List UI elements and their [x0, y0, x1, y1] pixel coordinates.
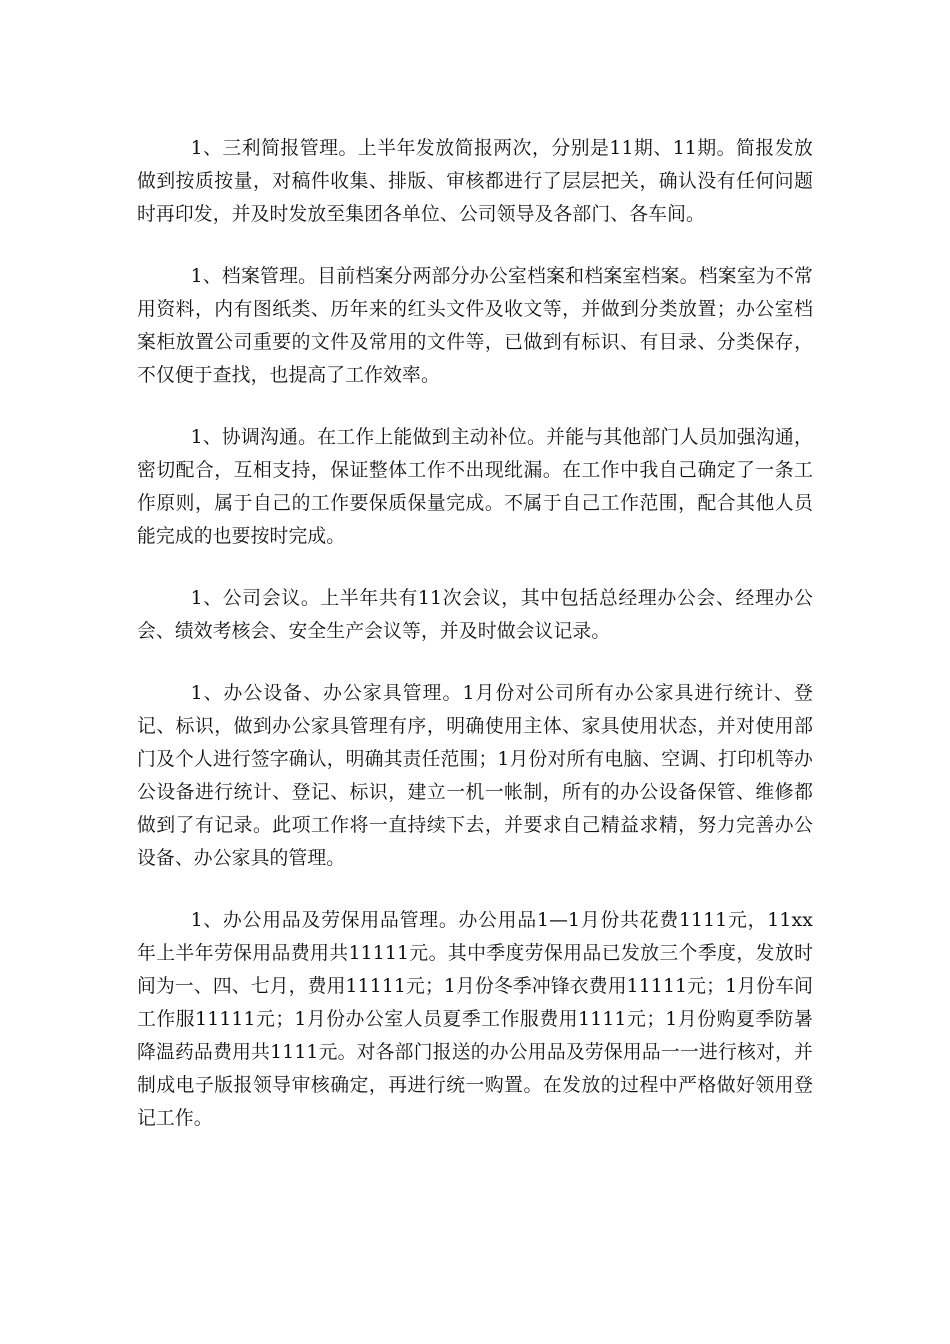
paragraph-office-equipment: 1、办公设备、办公家具管理。1月份对公司所有办公家具进行统计、登记、标识，做到办公家具管理有序，明确使用主体、家具使用状态，并对使用部门及个人进行签字确认，明确其责任范围；1月份对所有电脑、空调、打印机等办公设备进行统计、登记、标识，建立一机一帐制，所有的办公设备保管、维修都做到了有记录。此项工作将一直持续下去，并要求自己精益求精，努力完善办公设备、办公家具的管理。 [137, 683, 813, 869]
paragraph-coordination: 1、协调沟通。在工作上能做到主动补位。并能与其他部门人员加强沟通，密切配合，互相支持，保证整体工作不出现纰漏。在工作中我自己确定了一条工作原则，属于自己的工作要保质保量完成。不属于自己工作范围，配合其他人员能完成的也要按时完成。 [137, 427, 813, 547]
paragraph-archive-management: 1、档案管理。目前档案分两部分办公室档案和档案室档案。档案室为不常用资料，内有图纸类、历年来的红头文件及收文等，并做到分类放置；办公室档案柜放置公司重要的文件及常用的文件等，已做到有标识、有目录、分类保存，不仅便于查找，也提高了工作效率。 [137, 266, 813, 386]
document-body [137, 132, 813, 1164]
paragraph-company-meetings: 1、公司会议。上半年共有11次会议，其中包括总经理办公会、经理办公会、绩效考核会、安全生产会议等，并及时做会议记录。 [137, 588, 813, 642]
paragraph-bulletin-management: 1、三利简报管理。上半年发放简报两次，分别是11期、11期。简报发放做到按质按量，对稿件收集、排版、审核都进行了层层把关，确认没有任何问题时再印发，并及时发放至集团各单位、公司领导及各部门、各车间。 [137, 138, 813, 225]
paragraph-office-supplies: 1、办公用品及劳保用品管理。办公用品1—1月份共花费1111元，11xx年上半年劳保用品费用共11111元。其中季度劳保用品已发放三个季度，发放时间为一、四、七月，费用11111元；1月份冬季冲锋衣费用11111元；1月份车间工作服11111元；1月份办公室人员夏季工作服费用1111元；1月份购夏季防暑降温药品费用共1111元。对各部门报送的办公用品及劳保用品一一进行核对，并制成电子版报领导审核确定，再进行统一购置。在发放的过程中严格做好领用登记工作。 [137, 910, 813, 1129]
